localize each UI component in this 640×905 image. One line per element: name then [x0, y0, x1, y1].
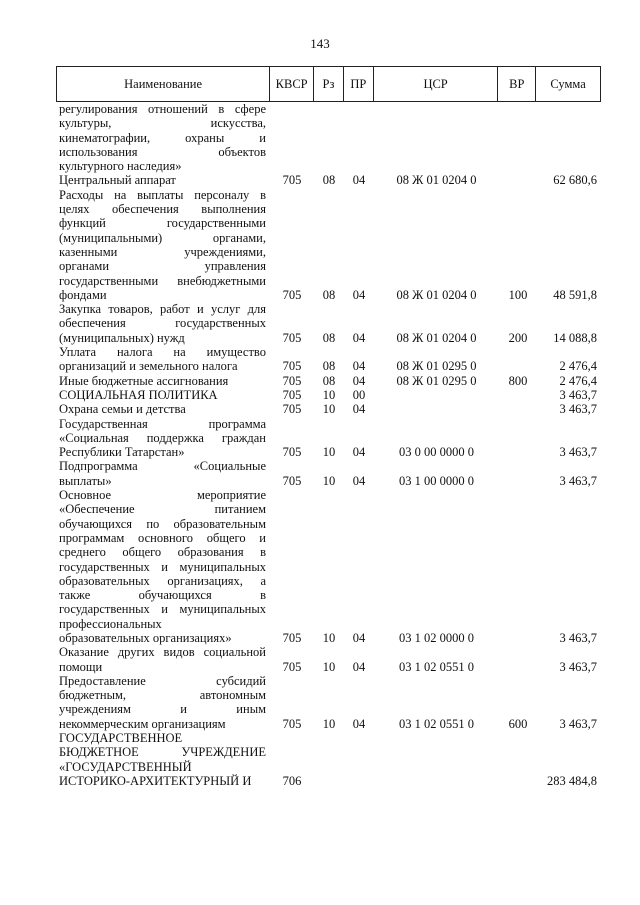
row-pr: 04	[352, 330, 366, 345]
row-name	[56, 102, 270, 173]
row-name	[56, 645, 270, 674]
row-rz: 10	[322, 445, 336, 460]
row-rz: 08	[322, 330, 336, 345]
row-name	[56, 459, 270, 488]
row-name-line: «ГОСУДАРСТВЕННЫЙ	[59, 759, 192, 774]
row-sum: 62 680,6	[553, 173, 597, 188]
table-row	[56, 645, 601, 674]
row-vr: 800	[508, 373, 528, 388]
page-number: 143	[310, 36, 330, 51]
row-csr: 08 Ж 01 0295 0	[396, 359, 477, 374]
row-name	[56, 374, 270, 388]
row-name	[56, 488, 270, 645]
row-name-line: обеспечения государственных	[59, 316, 266, 331]
row-name-line: некоммерческим организациям	[59, 716, 226, 731]
row-name-line: ИСТОРИКО-АРХИТЕКТУРНЫЙ И	[59, 773, 252, 788]
table-row	[56, 188, 601, 302]
row-pr: 04	[352, 473, 366, 488]
row-csr: 08 Ж 01 0204 0	[396, 173, 477, 188]
row-name	[56, 402, 270, 416]
table-row	[56, 374, 601, 388]
table-header	[56, 66, 601, 102]
row-name-line: Центральный аппарат	[59, 173, 176, 188]
row-kvsr: 705	[282, 445, 302, 460]
row-name-line: Подпрограмма «Социальные	[59, 459, 266, 474]
row-name	[56, 345, 270, 374]
row-kvsr: 705	[282, 373, 302, 388]
table-row	[56, 674, 601, 731]
row-sum: 3 463,7	[559, 659, 597, 674]
row-kvsr: 705	[282, 402, 302, 417]
row-name	[56, 388, 270, 402]
row-kvsr: 705	[282, 173, 302, 188]
row-name	[56, 173, 270, 187]
table-body	[56, 102, 601, 788]
row-kvsr: 705	[282, 716, 302, 731]
row-name-line: обучающихся по образовательным	[59, 516, 266, 531]
row-rz: 10	[322, 716, 336, 731]
row-name-line: (муниципальных) нужд	[59, 330, 185, 345]
table-row	[56, 173, 601, 187]
row-vr: 200	[508, 330, 528, 345]
row-name	[56, 731, 270, 788]
row-name-line: государственных и муниципальных	[59, 559, 266, 574]
row-sum: 3 463,7	[559, 630, 597, 645]
row-rz: 10	[322, 630, 336, 645]
table-row	[56, 388, 601, 402]
row-vr: 100	[508, 287, 528, 302]
row-name-line: государственных и муниципальных	[59, 602, 266, 617]
row-name	[56, 417, 270, 460]
row-sum: 3 463,7	[559, 473, 597, 488]
row-sum: 2 476,4	[559, 373, 597, 388]
row-pr: 04	[352, 359, 366, 374]
row-name-line: функций государственными	[59, 216, 266, 231]
row-name-line: СОЦИАЛЬНАЯ ПОЛИТИКА	[59, 387, 218, 402]
row-name-line: бюджетным, автономным	[59, 688, 266, 703]
row-kvsr: 705	[282, 359, 302, 374]
row-name-line: культуры, искусства,	[59, 116, 266, 131]
row-pr: 04	[352, 402, 366, 417]
row-pr: 04	[352, 373, 366, 388]
row-pr: 04	[352, 287, 366, 302]
header-pr: ПР	[344, 67, 374, 101]
row-kvsr: 705	[282, 387, 302, 402]
row-rz: 08	[322, 173, 336, 188]
table-row	[56, 731, 601, 788]
row-pr: 04	[352, 630, 366, 645]
row-sum: 3 463,7	[559, 716, 597, 731]
row-csr: 08 Ж 01 0295 0	[396, 373, 477, 388]
row-name-line: государственными внебюджетными	[59, 273, 266, 288]
table-row	[56, 345, 601, 374]
row-name-line: Предоставление субсидий	[59, 673, 266, 688]
row-name-line: программам основного общего и	[59, 530, 266, 545]
table-row	[56, 417, 601, 460]
row-name-line: кинематографии, охраны и	[59, 130, 266, 145]
header-vr: ВР	[498, 67, 536, 101]
row-kvsr: 705	[282, 473, 302, 488]
row-name-line: Основное мероприятие	[59, 488, 266, 503]
row-name-line: Государственная программа	[59, 416, 266, 431]
header-rz: Рз	[314, 67, 344, 101]
row-name-line: фондами	[59, 287, 107, 302]
row-name-line: среднего общего образования в	[59, 545, 266, 560]
row-sum: 3 463,7	[559, 387, 597, 402]
row-name-line: культурного наследия»	[59, 159, 182, 174]
row-pr: 00	[352, 387, 366, 402]
row-name-line: образовательных организациях»	[59, 630, 232, 645]
row-name-line: также обучающихся в	[59, 588, 266, 603]
row-name	[56, 188, 270, 302]
header-name: Наименование	[57, 67, 270, 101]
row-name-line: органами управления	[59, 259, 266, 274]
row-kvsr: 705	[282, 287, 302, 302]
row-name-line: Иные бюджетные ассигнования	[59, 373, 229, 388]
row-name-line: организаций и земельного налога	[59, 359, 238, 374]
row-csr: 08 Ж 01 0204 0	[396, 330, 477, 345]
table-row	[56, 302, 601, 345]
row-csr: 03 1 00 0000 0	[399, 473, 474, 488]
row-name-line: Республики Татарстан»	[59, 445, 185, 460]
table-row	[56, 402, 601, 416]
row-name-line: «Социальная поддержка граждан	[59, 430, 266, 445]
header-kvsr: КВСР	[270, 67, 314, 101]
row-name	[56, 302, 270, 345]
row-pr: 04	[352, 173, 366, 188]
row-name-line: помощи	[59, 659, 103, 674]
row-kvsr: 705	[282, 659, 302, 674]
row-name-line: образовательных организациях, а	[59, 573, 266, 588]
row-sum: 283 484,8	[547, 773, 597, 788]
row-name-line: Охрана семьи и детства	[59, 402, 186, 417]
budget-table	[56, 66, 601, 788]
row-name-line: (муниципальными) органами,	[59, 230, 266, 245]
row-csr: 08 Ж 01 0204 0	[396, 287, 477, 302]
header-sum: Сумма	[550, 76, 586, 91]
row-name-line: БЮДЖЕТНОЕ УЧРЕЖДЕНИЕ	[59, 745, 266, 760]
row-name-line: использования объектов	[59, 144, 266, 159]
row-kvsr: 705	[282, 330, 302, 345]
row-name-line: профессиональных	[59, 616, 162, 631]
row-name-line: целях обеспечения выполнения	[59, 202, 266, 217]
row-csr: 03 1 02 0551 0	[399, 659, 474, 674]
row-name-line: учреждениям и иным	[59, 702, 266, 717]
row-name	[56, 674, 270, 731]
row-name-line: Закупка товаров, работ и услуг для	[59, 302, 266, 317]
row-sum: 3 463,7	[559, 402, 597, 417]
row-csr: 03 1 02 0000 0	[399, 630, 474, 645]
row-sum: 3 463,7	[559, 445, 597, 460]
row-sum: 14 088,8	[553, 330, 597, 345]
row-vr: 600	[508, 716, 528, 731]
row-name-line: Оказание других видов социальной	[59, 645, 266, 660]
row-name-line: Уплата налога на имущество	[59, 345, 266, 360]
row-rz: 10	[322, 473, 336, 488]
row-rz: 08	[322, 287, 336, 302]
table-row	[56, 459, 601, 488]
row-pr: 04	[352, 716, 366, 731]
row-rz: 10	[322, 402, 336, 417]
row-name-line: ГОСУДАРСТВЕННОЕ	[59, 731, 183, 746]
row-name-line: «Обеспечение питанием	[59, 502, 266, 517]
row-sum: 2 476,4	[559, 359, 597, 374]
row-pr: 04	[352, 659, 366, 674]
row-kvsr: 706	[282, 773, 302, 788]
row-rz: 10	[322, 659, 336, 674]
row-kvsr: 705	[282, 630, 302, 645]
row-rz: 08	[322, 359, 336, 374]
header-csr: ЦСР	[374, 67, 499, 101]
row-name-line: выплаты»	[59, 473, 112, 488]
row-rz: 08	[322, 373, 336, 388]
row-pr: 04	[352, 445, 366, 460]
row-sum: 48 591,8	[553, 287, 597, 302]
row-csr: 03 0 00 0000 0	[399, 445, 474, 460]
table-row	[56, 102, 601, 173]
row-rz: 10	[322, 387, 336, 402]
table-row	[56, 488, 601, 645]
row-name-line: регулирования отношений в сфере	[59, 102, 266, 116]
row-name-line: казенными учреждениями,	[59, 244, 266, 259]
row-csr: 03 1 02 0551 0	[399, 716, 474, 731]
row-name-line: Расходы на выплаты персоналу в	[59, 187, 266, 202]
